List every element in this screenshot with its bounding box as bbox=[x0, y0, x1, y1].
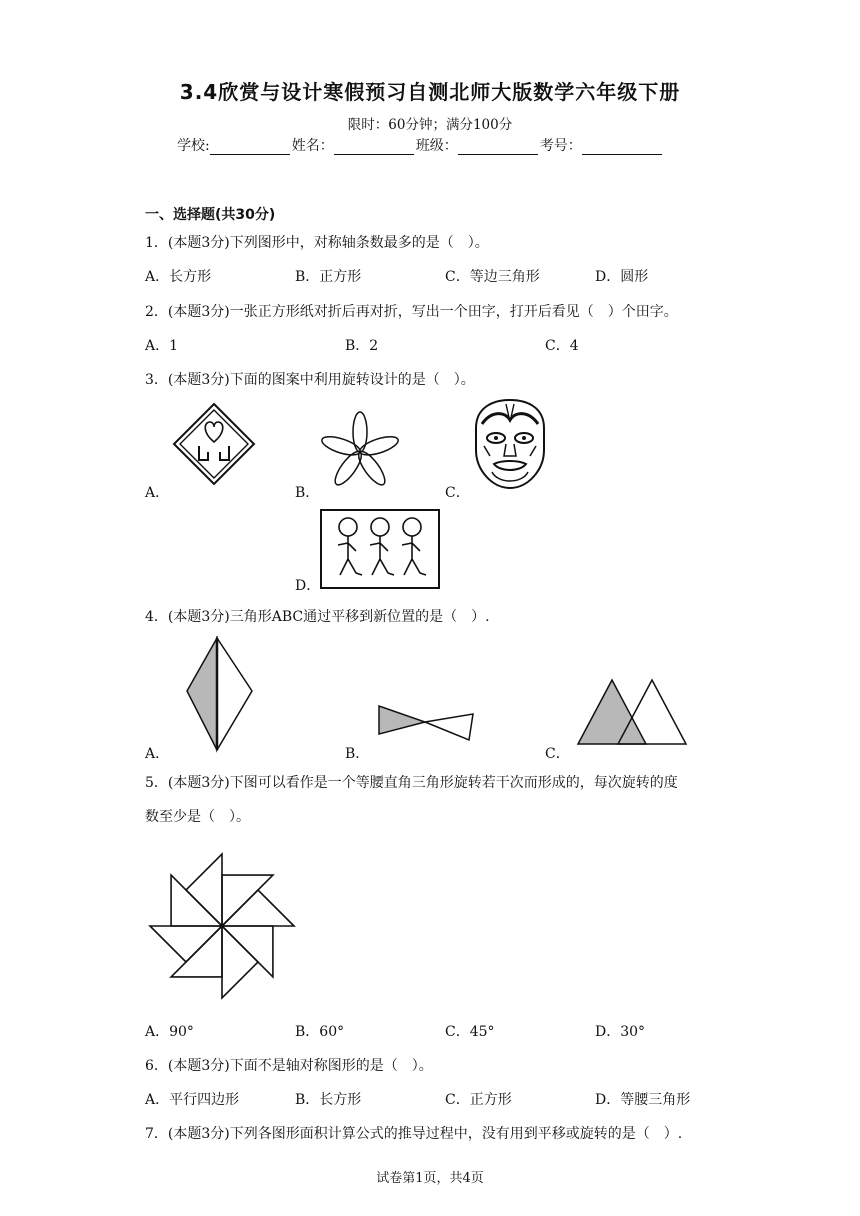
q1-option-b: B．正方形 bbox=[295, 269, 362, 285]
question-6-stem: 6．(本题3分)下面不是轴对称图形的是（ ）。 bbox=[145, 1058, 433, 1074]
q2-option-b: B．2 bbox=[345, 338, 379, 354]
q3-option-c: C． bbox=[445, 485, 470, 501]
q6-option-b: B．长方形 bbox=[295, 1092, 362, 1108]
q4-figure-c-triangles bbox=[576, 676, 690, 748]
question-5-stem-continued: 数至少是（ ）。 bbox=[145, 809, 250, 825]
q3-option-b: B． bbox=[295, 485, 320, 501]
class-label: 班级： bbox=[415, 138, 458, 154]
q3-option-a: A． bbox=[145, 485, 170, 501]
school-label: 学校: bbox=[177, 138, 210, 154]
question-2-stem: 2．(本题3分)一张正方形纸对折后再对折，写出一个田字，打开后看见（ ）个田字。 bbox=[145, 304, 678, 320]
q3-figure-d-three-figures bbox=[320, 509, 440, 589]
page-footer: 试卷第1页，共4页 bbox=[376, 1171, 484, 1186]
name-blank bbox=[334, 140, 414, 155]
q6-option-c: C．正方形 bbox=[445, 1092, 512, 1108]
q4-figure-a-kite bbox=[182, 636, 256, 754]
class-blank bbox=[458, 140, 538, 155]
q4-option-b: B． bbox=[345, 746, 370, 762]
q6-option-a: A．平行四边形 bbox=[145, 1092, 240, 1108]
q4-option-a: A． bbox=[145, 746, 170, 762]
q5-option-a: A．90° bbox=[145, 1024, 194, 1040]
question-4-stem: 4．(本题3分)三角形ABC通过平移到新位置的是（ ）. bbox=[145, 609, 490, 625]
q4-figure-b-bowtie bbox=[377, 700, 477, 744]
q2-option-c: C．4 bbox=[545, 338, 579, 354]
q4-option-c: C． bbox=[545, 746, 570, 762]
q5-option-b: B．60° bbox=[295, 1024, 345, 1040]
name-label: 姓名： bbox=[291, 138, 334, 154]
q1-option-d: D．圆形 bbox=[595, 269, 649, 285]
q3-figure-b-flower bbox=[318, 410, 402, 494]
question-1-stem: 1．(本题3分)下列图形中，对称轴条数最多的是（ ）。 bbox=[145, 235, 489, 251]
question-5-stem: 5．(本题3分)下图可以看作是一个等腰直角三角形旋转若干次而形成的，每次旋转的度 bbox=[145, 775, 678, 791]
question-3-stem: 3．(本题3分)下面的图案中利用旋转设计的是（ ）。 bbox=[145, 372, 475, 388]
page-title: 3.4欣赏与设计寒假预习自测北师大版数学六年级下册 bbox=[179, 80, 681, 104]
q2-option-a: A．1 bbox=[145, 338, 179, 354]
q6-option-d: D．等腰三角形 bbox=[595, 1092, 691, 1108]
q3-figure-c-opera-mask bbox=[468, 398, 552, 492]
q1-option-c: C．等边三角形 bbox=[445, 269, 540, 285]
school-blank bbox=[210, 140, 290, 155]
time-limit: 限时：60分钟；满分100分 bbox=[347, 117, 513, 133]
exam-number-label: 考号： bbox=[539, 138, 582, 154]
q5-option-c: C．45° bbox=[445, 1024, 495, 1040]
q5-option-d: D．30° bbox=[595, 1024, 646, 1040]
q3-option-d: D． bbox=[295, 578, 321, 594]
section-heading: 一、选择题(共30分) bbox=[145, 207, 276, 223]
exam-number-blank bbox=[582, 140, 662, 155]
info-fields bbox=[177, 135, 664, 155]
q5-figure-pinwheel bbox=[148, 852, 296, 1000]
q1-option-a: A．长方形 bbox=[145, 269, 212, 285]
question-7-stem: 7．(本题3分)下列各图形面积计算公式的推导过程中，没有用到平移或旋转的是（ ）. bbox=[145, 1126, 683, 1142]
q3-figure-a-diamond-heart bbox=[172, 402, 256, 486]
